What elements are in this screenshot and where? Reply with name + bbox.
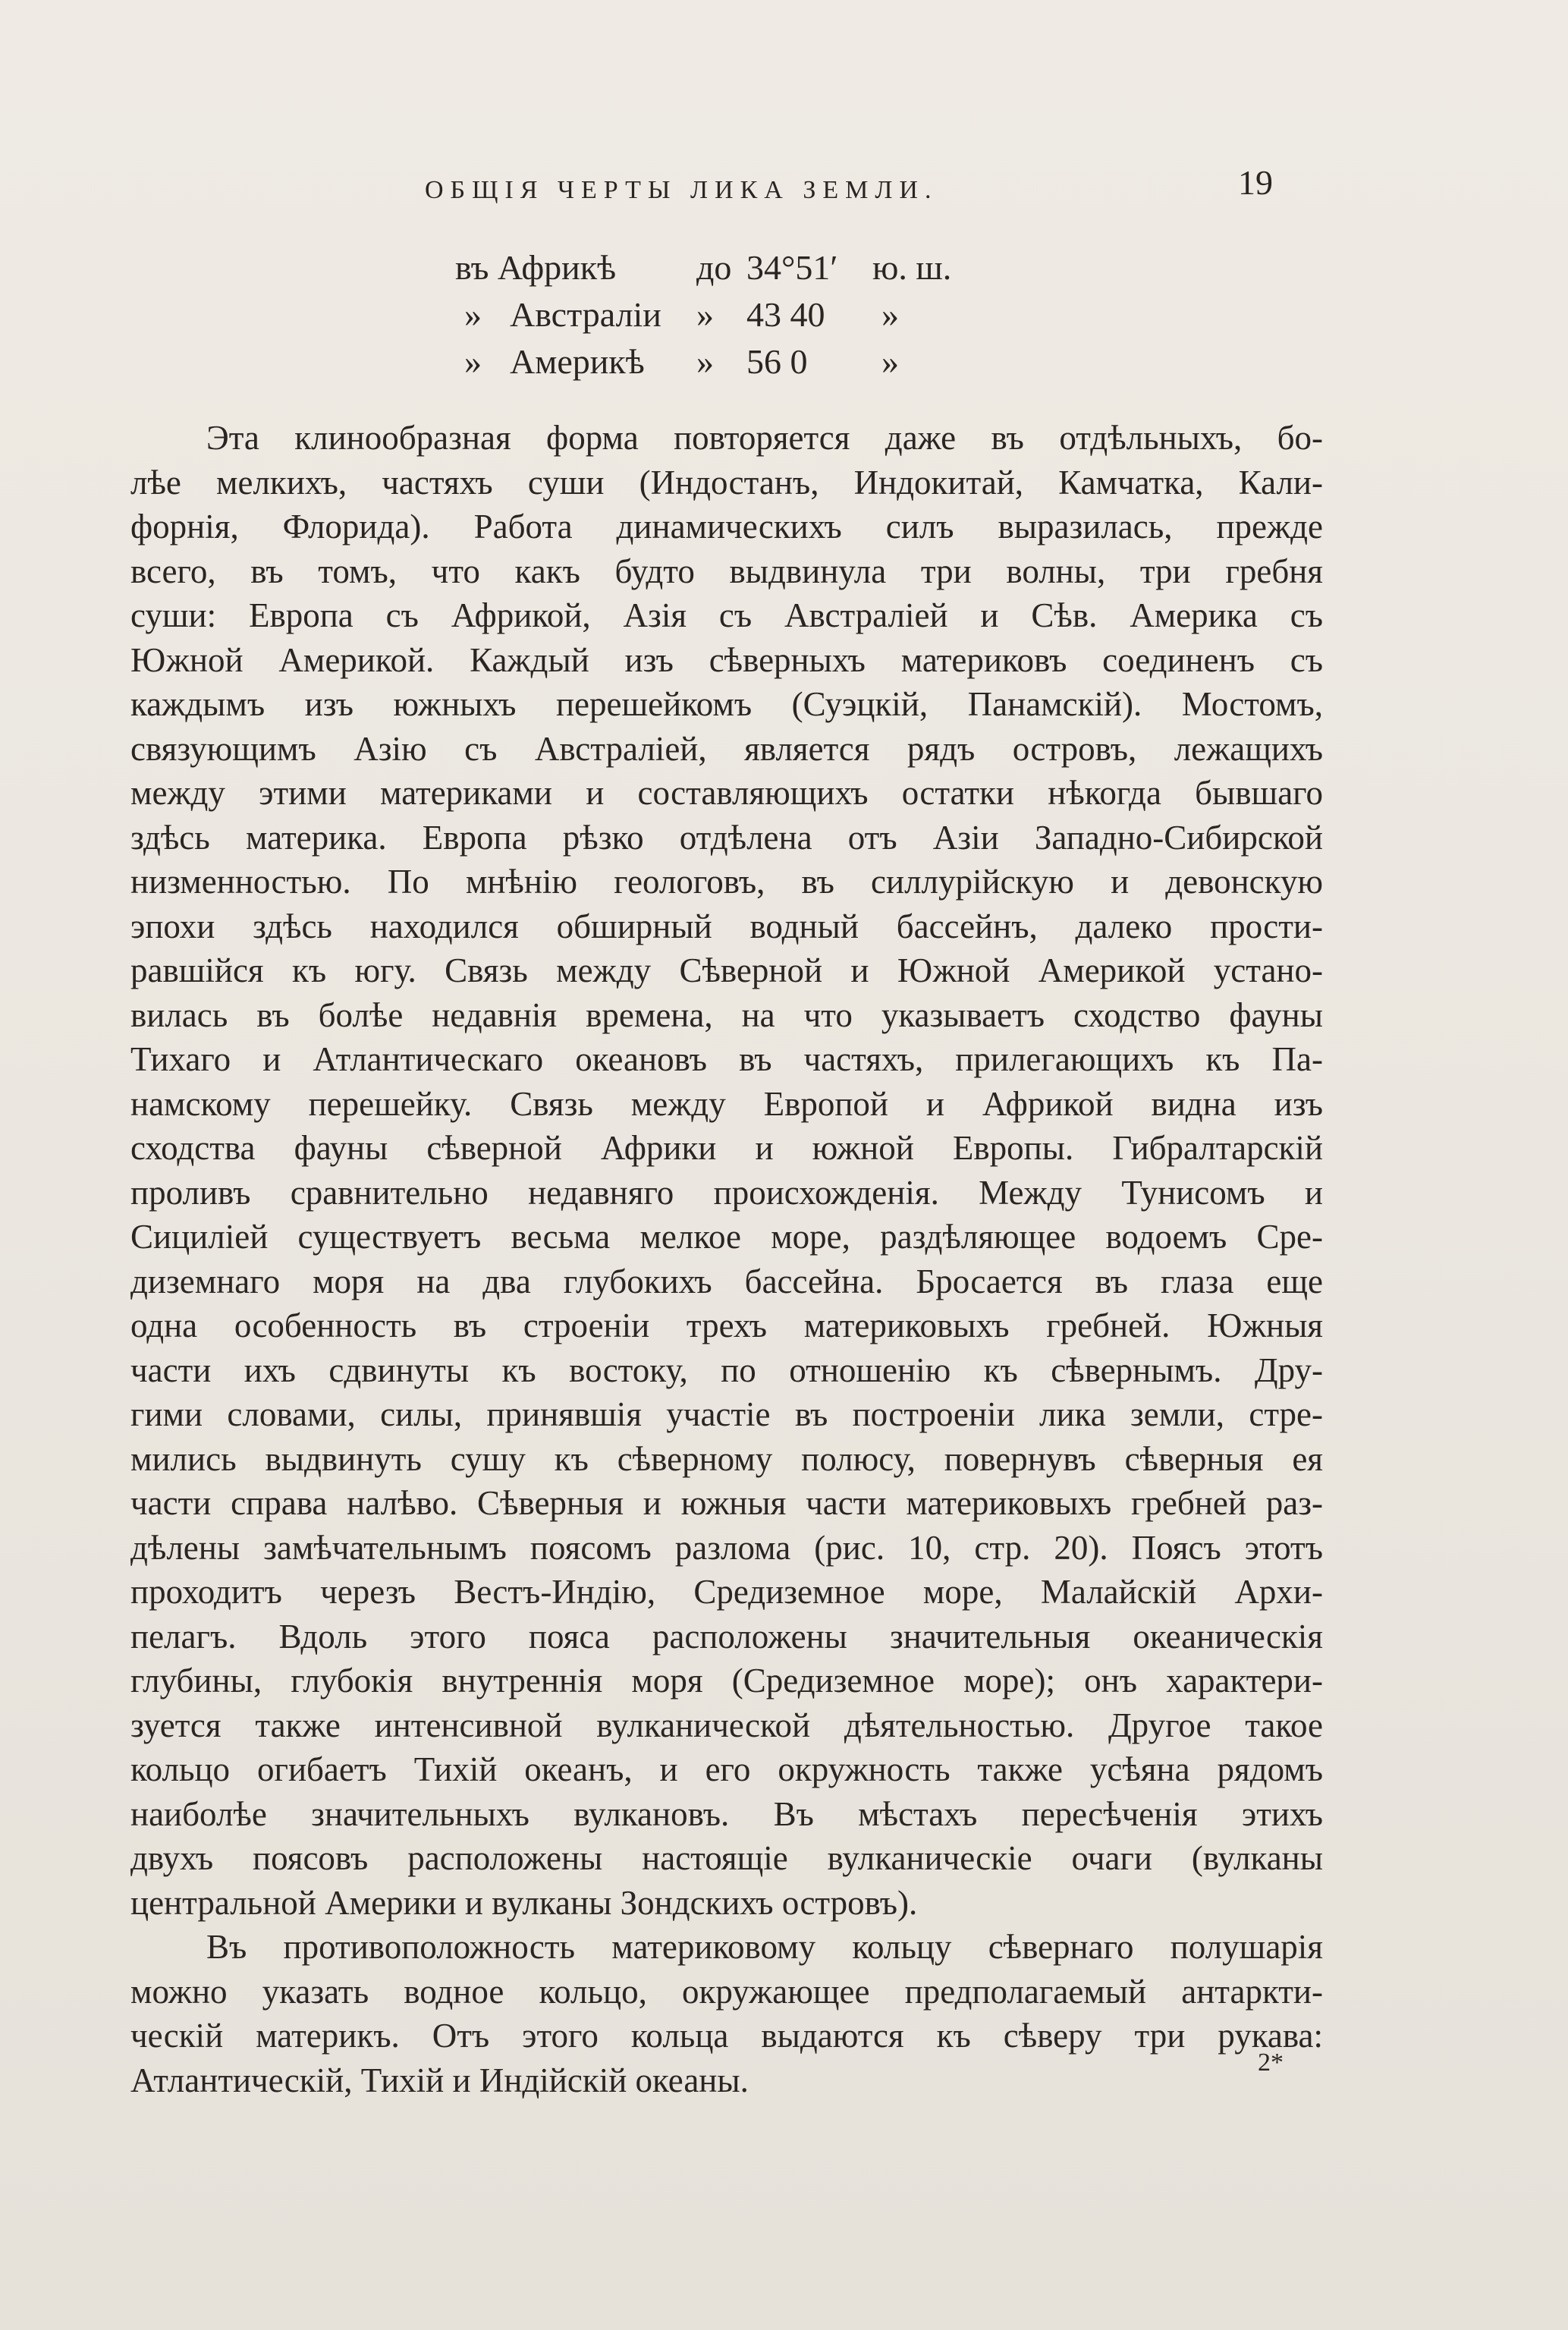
- text-line: лѣе мелкихъ, частяхъ суши (Индостанъ, Индокитай, Камчатка, Кали-: [130, 463, 1323, 502]
- text-line: одна особенность въ строеніи трехъ материковыхъ гребней. Южныя: [130, 1306, 1323, 1344]
- text-line: низменностью. По мнѣнію геологовъ, въ силлурійскую и девонскую: [130, 863, 1323, 901]
- text-line: наиболѣе значительныхъ вулкановъ. Въ мѣстахъ пересѣченія этихъ: [130, 1794, 1323, 1833]
- text-line: намскому перешейку. Связь между Европой и Африкой видна изъ: [130, 1084, 1323, 1123]
- paragraph: [130, 416, 1323, 1925]
- text-line: всего, въ томъ, что какъ будто выдвинула три волны, три гребня: [130, 552, 1323, 590]
- text-line: двухъ поясовъ расположены настоящіе вулканическіе очаги (вулканы: [130, 1839, 1323, 1877]
- text-line: каждымъ изъ южныхъ перешейкомъ (Суэцкій, Панамскій). Мостомъ,: [130, 685, 1323, 723]
- text-line: мились выдвинуть сушу къ сѣверному полюсу, повернувъ сѣверныя ея: [130, 1439, 1323, 1478]
- text-line: форнія, Флорида). Работа динамическихъ силъ выразилась, прежде: [130, 508, 1323, 546]
- text-line: глубины, глубокія внутреннія моря (Средиземное море); онъ характери-: [130, 1662, 1323, 1700]
- text-line: связующимъ Азію съ Австраліей, является рядъ островъ, лежащихъ: [130, 729, 1323, 768]
- text-line: проходитъ черезъ Вестъ-Индію, Средиземное море, Малайскій Архи-: [130, 1573, 1323, 1611]
- text-line: кольцо огибаетъ Тихій океанъ, и его окружность также усѣяна рядомъ: [130, 1750, 1323, 1788]
- text-line: Южной Америкой. Каждый изъ сѣверныхъ материковъ соединенъ съ: [130, 640, 1323, 679]
- coordinates-row: [0, 247, 1568, 293]
- text-line: вилась въ болѣе недавнія времена, на что указываетъ сходство фауны: [130, 995, 1323, 1034]
- coord-prefix: »: [696, 295, 714, 334]
- running-head: ОБЩІЯ ЧЕРТЫ ЛИКА ЗЕМЛИ.: [425, 176, 938, 204]
- body-text: [130, 416, 1323, 2102]
- coord-unit: »: [881, 342, 899, 381]
- text-line: сходства фауны сѣверной Африки и южной Европы. Гибралтарскій: [130, 1129, 1323, 1167]
- coordinates-row: [0, 294, 1568, 340]
- coord-place: въ Африкѣ: [455, 248, 617, 287]
- text-line: Сициліей существуетъ весьма мелкое море, раздѣляющее водоемъ Сре-: [130, 1218, 1323, 1256]
- text-line: Эта клинообразная форма повторяется даже въ отдѣльныхъ, бо-: [206, 419, 1323, 457]
- signature-mark: 2*: [1258, 2049, 1284, 2077]
- coord-unit: ю. ш.: [872, 248, 952, 287]
- coord-prefix: до: [696, 248, 732, 287]
- text-line: диземнаго моря на два глубокихъ бассейна. Бросается въ глаза еще: [130, 1262, 1323, 1300]
- coord-value: 43 40: [746, 295, 825, 334]
- text-line: части ихъ сдвинуты къ востоку, по отношенію къ сѣвернымъ. Дру-: [130, 1351, 1323, 1389]
- coord-ditto: »: [464, 342, 482, 381]
- text-line: зуется также интенсивной вулканической дѣятельностью. Другое такое: [130, 1706, 1323, 1744]
- text-line: между этими материками и составляющихъ остатки нѣкогда бывшаго: [130, 774, 1323, 812]
- coord-ditto: »: [464, 295, 482, 334]
- paragraph: [130, 1925, 1323, 2102]
- text-line: суши: Европа съ Африкой, Азія съ Австраліей и Сѣв. Америка съ: [130, 596, 1323, 634]
- text-line: можно указать водное кольцо, окружающее предполагаемый антаркти-: [130, 1972, 1323, 2011]
- text-line: здѣсь материка. Европа рѣзко отдѣлена отъ Азіи Западно-Сибирской: [130, 818, 1323, 857]
- text-line: эпохи здѣсь находился обширный водный бассейнъ, далеко прости-: [130, 907, 1323, 945]
- coordinates-row: [0, 341, 1568, 387]
- text-line: равшійся къ югу. Связь между Сѣверной и Южной Америкой устано-: [130, 951, 1323, 989]
- text-line: проливъ сравнительно недавняго происхожденія. Между Тунисомъ и: [130, 1173, 1323, 1212]
- text-line: дѣлены замѣчательнымъ поясомъ разлома (рис. 10, стр. 20). Поясъ этотъ: [130, 1528, 1323, 1567]
- coord-value: 56 0: [746, 342, 808, 381]
- text-line: части справа налѣво. Сѣверныя и южныя части материковыхъ гребней раз-: [130, 1484, 1323, 1522]
- page-number: 19: [1238, 163, 1273, 202]
- text-line: гими словами, силы, принявшія участіе въ построеніи лика земли, стре-: [130, 1395, 1323, 1433]
- coord-place: Америкѣ: [510, 342, 645, 381]
- text-line: Въ противоположность материковому кольцу сѣвернаго полушарія: [206, 1928, 1323, 1966]
- text-line: пелагъ. Вдоль этого пояса расположены значительныя океаническія: [130, 1617, 1323, 1656]
- text-line: Тихаго и Атлантическаго океановъ въ частяхъ, прилегающихъ къ Па-: [130, 1040, 1323, 1078]
- text-line: центральной Америки и вулканы Зондскихъ островъ).: [130, 1883, 918, 1922]
- coord-unit: »: [881, 295, 899, 334]
- text-line: ческій материкъ. Отъ этого кольца выдаются къ сѣверу три рукава:: [130, 2017, 1323, 2055]
- text-line: Атлантическій, Тихій и Индійскій океаны.: [130, 2061, 749, 2099]
- coord-place: Австраліи: [510, 295, 661, 334]
- coord-prefix: »: [696, 342, 714, 381]
- coord-value: 34°51′: [746, 248, 838, 287]
